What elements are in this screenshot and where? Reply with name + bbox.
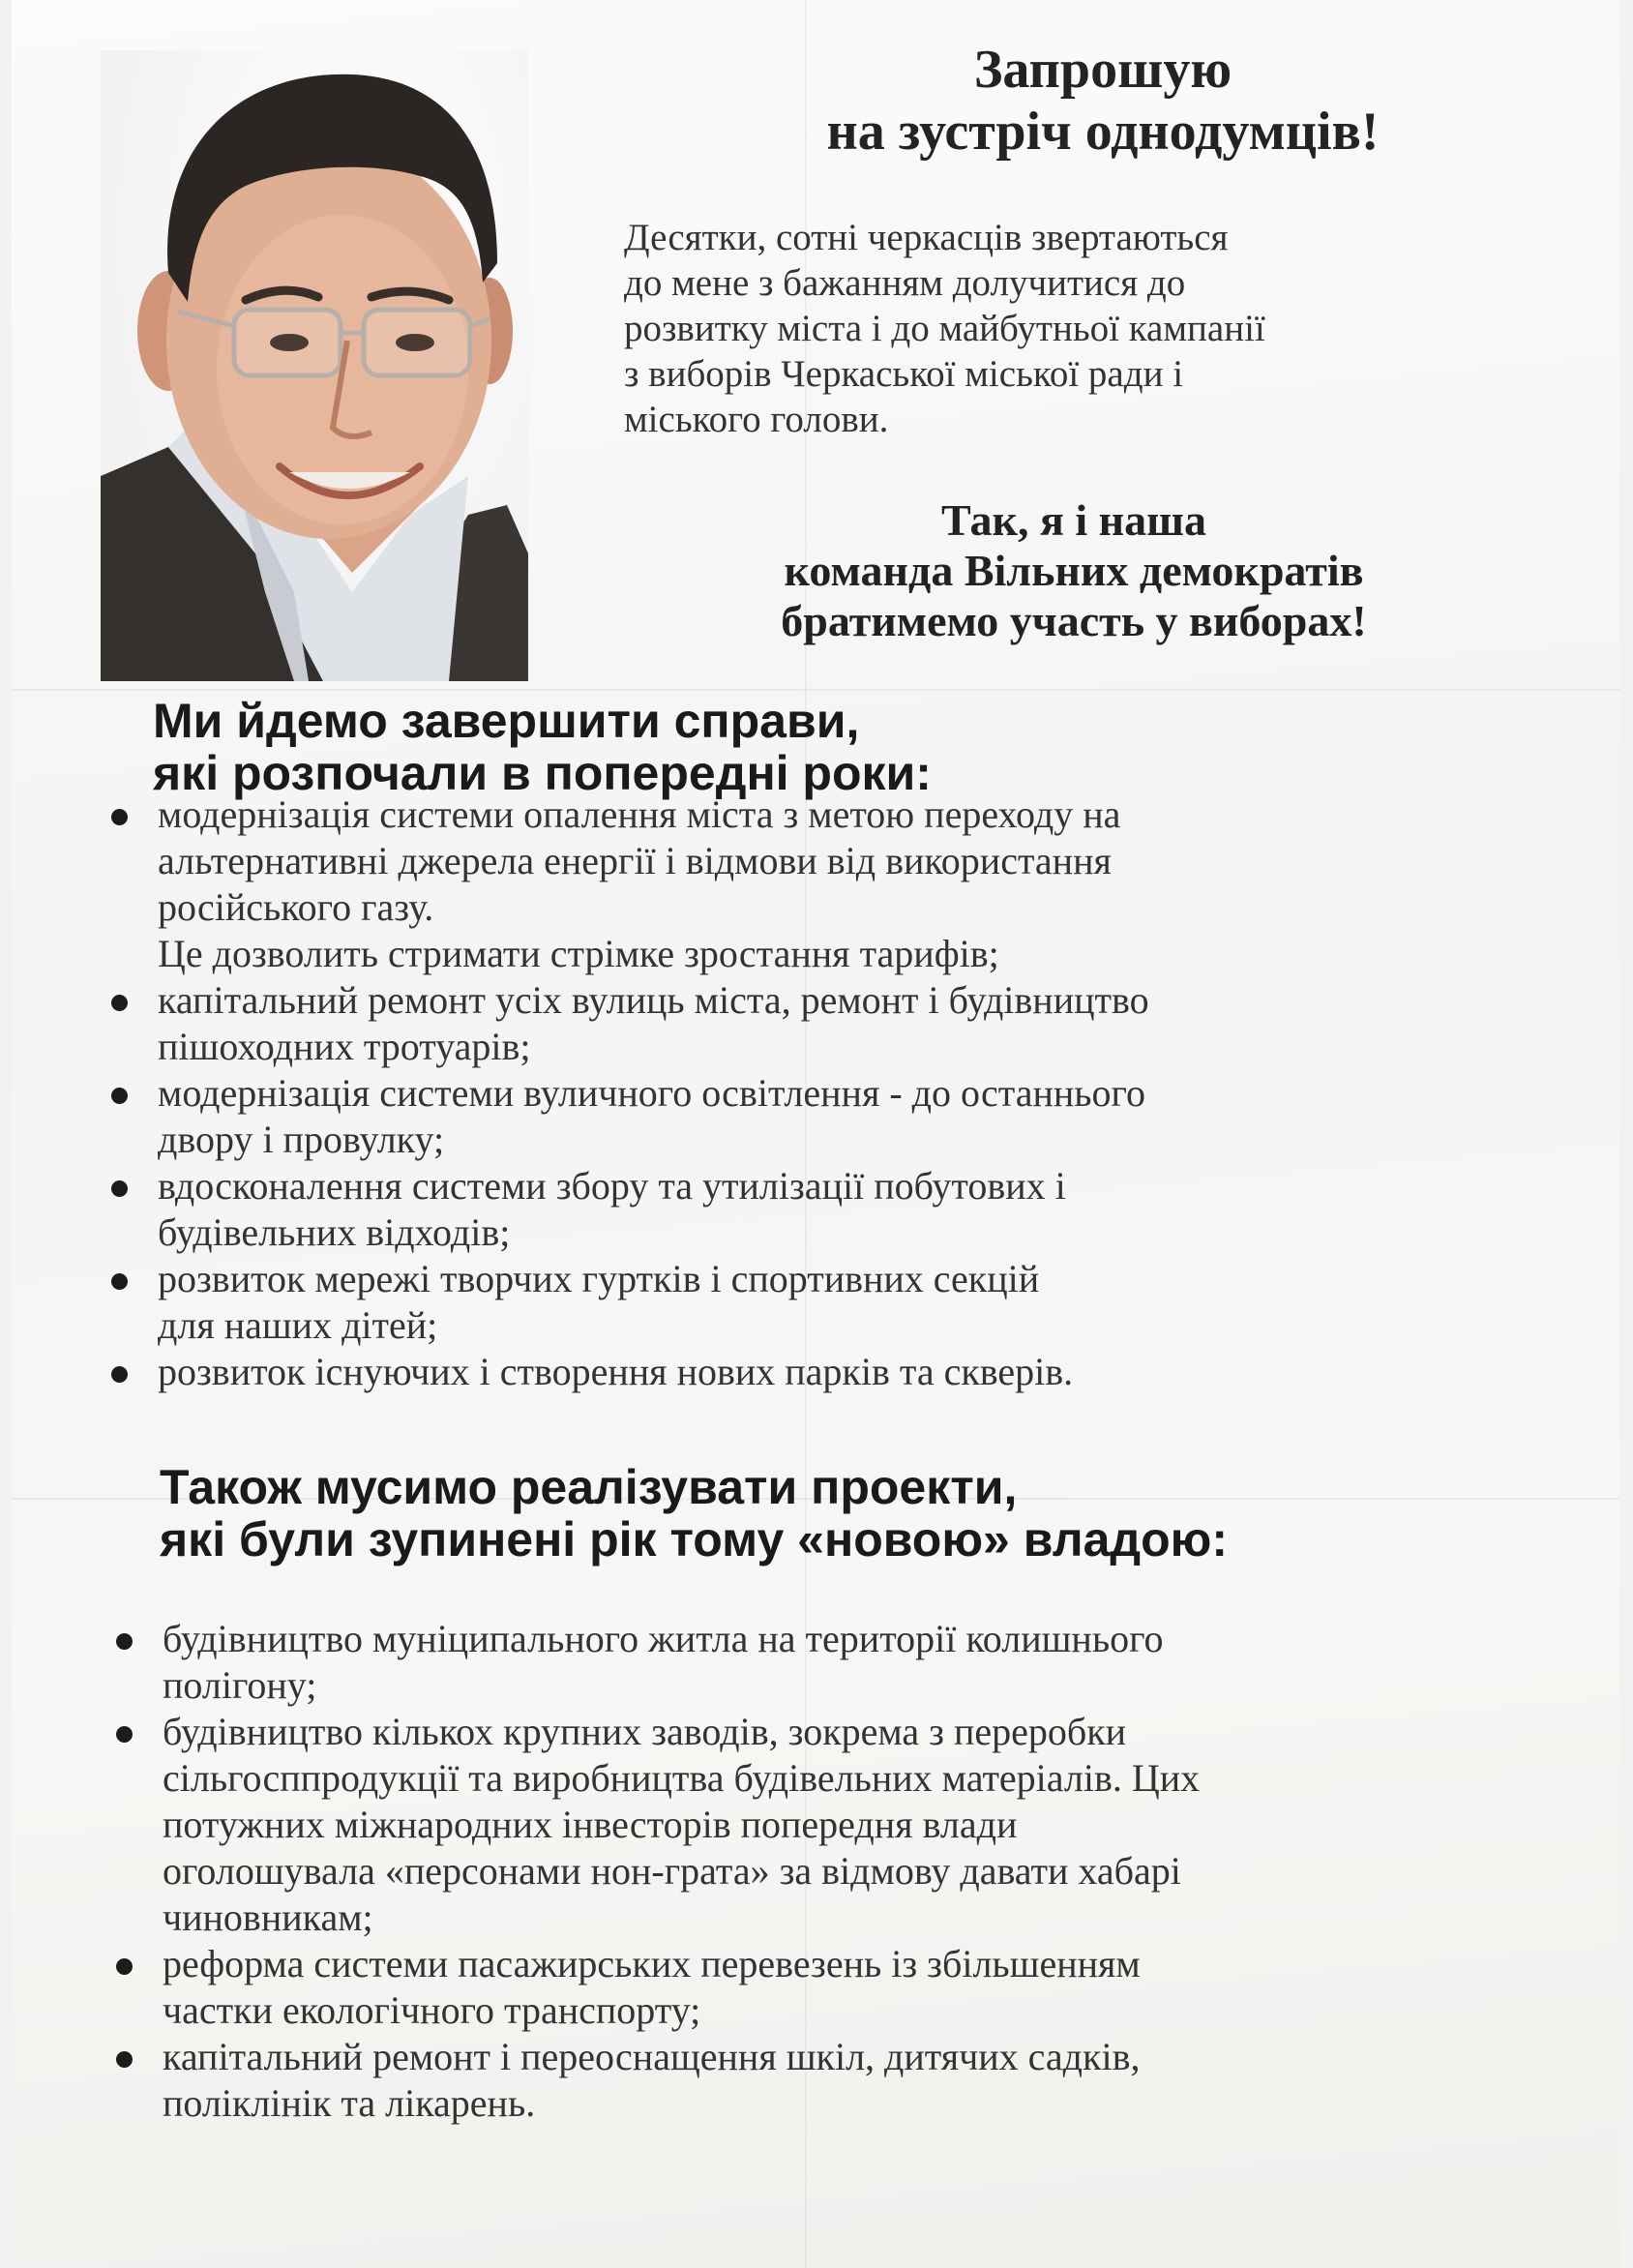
bullet-icon <box>116 1726 133 1743</box>
section2-list <box>116 1616 1529 2127</box>
list-item <box>116 2034 1529 2127</box>
item-line: альтернативні джерела енергії і відмови від використання <box>158 839 1112 882</box>
title-line: Запрошую <box>973 40 1232 100</box>
item-line: будівництво муніципального житла на території колишнього <box>163 1617 1164 1660</box>
item-line: поліклінік та лікарень. <box>163 2081 536 2125</box>
intro-line: з виборів Черкаської міської ради і <box>624 353 1184 395</box>
list-item <box>111 791 1485 977</box>
list-item <box>116 1941 1529 2034</box>
intro-line: розвитку міста і до майбутньої кампанії <box>624 308 1265 349</box>
list-item <box>111 1070 1485 1163</box>
list-item <box>116 1616 1529 1709</box>
item-line: оголошувала «персонами нон-грата» за відмову давати хабарі <box>163 1849 1181 1893</box>
team-line: Так, я і наша <box>940 495 1207 545</box>
bullet-icon <box>111 1180 128 1197</box>
item-line: частки екологічного транспорту; <box>163 1988 701 2032</box>
item-line: розвиток мережі творчих гуртків і спортивних секцій <box>158 1257 1040 1300</box>
list-item <box>111 1349 1485 1395</box>
intro-line: до мене з бажанням долучитися до <box>624 262 1186 304</box>
item-line: капітальний ремонт і переоснащення шкіл, дитячих садків, <box>163 2035 1141 2078</box>
section2-heading <box>160 1461 1514 1566</box>
list-item <box>111 977 1485 1070</box>
title-line: на зустріч однодумців! <box>826 102 1380 162</box>
section1-heading <box>153 695 1410 799</box>
item-line: російського газу. <box>158 885 434 929</box>
section1-list <box>111 791 1485 1395</box>
item-line: пішоходних тротуарів; <box>158 1025 531 1068</box>
bullet-icon <box>111 995 128 1011</box>
item-line: будівельних відходів; <box>158 1210 511 1254</box>
item-line: вдосконалення системи збору та утилізації побутових і <box>158 1164 1066 1208</box>
item-line: сільгосппродукції та виробництва будівельних матеріалів. Цих <box>163 1756 1201 1800</box>
paper-fold <box>12 689 1619 691</box>
item-line: реформа системи пасажирських перевезень із збільшенням <box>163 1942 1141 1985</box>
intro-line: міського голови. <box>624 399 889 440</box>
list-item <box>116 1709 1529 1941</box>
intro-paragraph <box>624 215 1495 442</box>
item-line: Це дозволить стримати стрімке зростання тарифів; <box>158 932 999 975</box>
bullet-icon <box>111 809 128 825</box>
list-item <box>111 1256 1485 1349</box>
heading-line: які були зупинені рік тому «новою» владою: <box>160 1512 1229 1567</box>
bullet-icon <box>111 1088 128 1104</box>
item-line: модернізація системи опалення міста з метою переходу на <box>158 792 1121 836</box>
bullet-icon <box>116 1958 133 1975</box>
team-statement <box>638 495 1509 646</box>
bullet-icon <box>111 1273 128 1290</box>
item-line: полігону; <box>163 1663 317 1707</box>
team-line: команда Вільних демократів <box>784 546 1364 595</box>
item-line: модернізація системи вуличного освітлення - до останнього <box>158 1071 1145 1115</box>
item-line: розвиток існуючих і створення нових парків та скверів. <box>158 1350 1074 1393</box>
team-line: братимемо участь у виборах! <box>781 596 1367 645</box>
list-item <box>111 1163 1485 1256</box>
item-line: двору і провулку; <box>158 1118 445 1161</box>
item-line: чиновникам; <box>163 1895 373 1939</box>
heading-line: Також мусимо реалізувати проекти, <box>160 1460 1018 1514</box>
item-line: потужних міжнародних інвесторів попередня влади <box>163 1803 1018 1846</box>
heading-line: Ми йдемо завершити справи, <box>153 694 860 748</box>
bullet-icon <box>111 1366 128 1383</box>
page-title <box>668 39 1538 163</box>
candidate-portrait <box>101 50 528 681</box>
item-line: для наших дітей; <box>158 1303 438 1347</box>
heading-line: які розпочали в попередні роки: <box>153 746 932 800</box>
bullet-icon <box>116 2051 133 2068</box>
item-line: будівництво кількох крупних заводів, зокрема з переробки <box>163 1710 1127 1753</box>
item-line: капітальний ремонт усіх вулиць міста, ремонт і будівництво <box>158 978 1149 1022</box>
intro-line: Десятки, сотні черкасців звертаються <box>624 217 1229 258</box>
bullet-icon <box>116 1633 133 1650</box>
